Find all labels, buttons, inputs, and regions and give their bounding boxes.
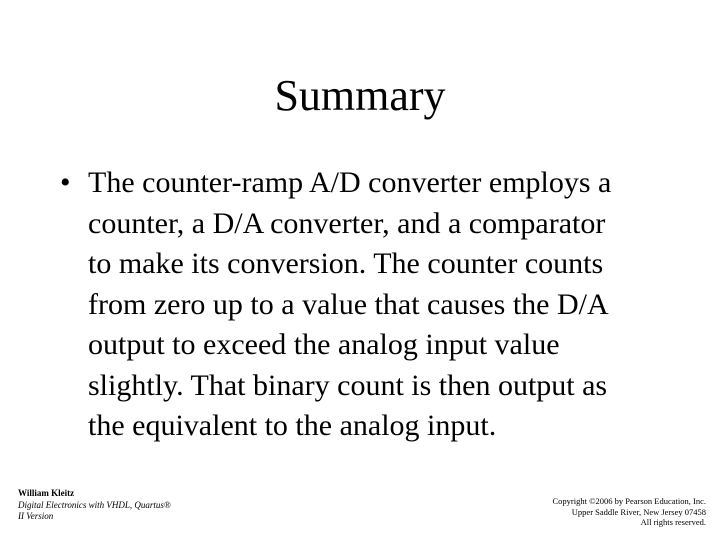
rights-notice: All rights reserved. — [640, 517, 706, 527]
bullet-line: slightly. That binary count is then output as — [88, 368, 608, 402]
footer-book-title: Digital Electronics with VHDL, Quartus® — [18, 499, 171, 510]
slide-title: Summary — [274, 71, 446, 120]
footer-author: William Kleitz — [18, 488, 75, 498]
footer-book-edition: II Version — [18, 511, 54, 521]
bullet-line: The counter-ramp A/D converter employs a — [88, 166, 612, 199]
bullet-line: to make its conversion. The counter counts — [88, 247, 604, 280]
copyright-line: Copyright ©2006 by Pearson Education, Inc. — [552, 496, 706, 506]
bullet-marker: • — [60, 166, 71, 199]
bullet-line: from zero up to a value that causes the D/A — [88, 287, 609, 321]
bullet-line: the equivalent to the analog input. — [88, 409, 497, 442]
footer-book-info — [18, 488, 171, 523]
bullet-text — [88, 163, 688, 447]
bullet-line: output to exceed the analog input value — [88, 328, 560, 361]
footer-copyright — [552, 496, 706, 528]
bullet-line: counter, a D/A converter, and a comparator — [88, 206, 606, 240]
publisher-address: Upper Saddle River, New Jersey 07458 — [571, 506, 706, 517]
